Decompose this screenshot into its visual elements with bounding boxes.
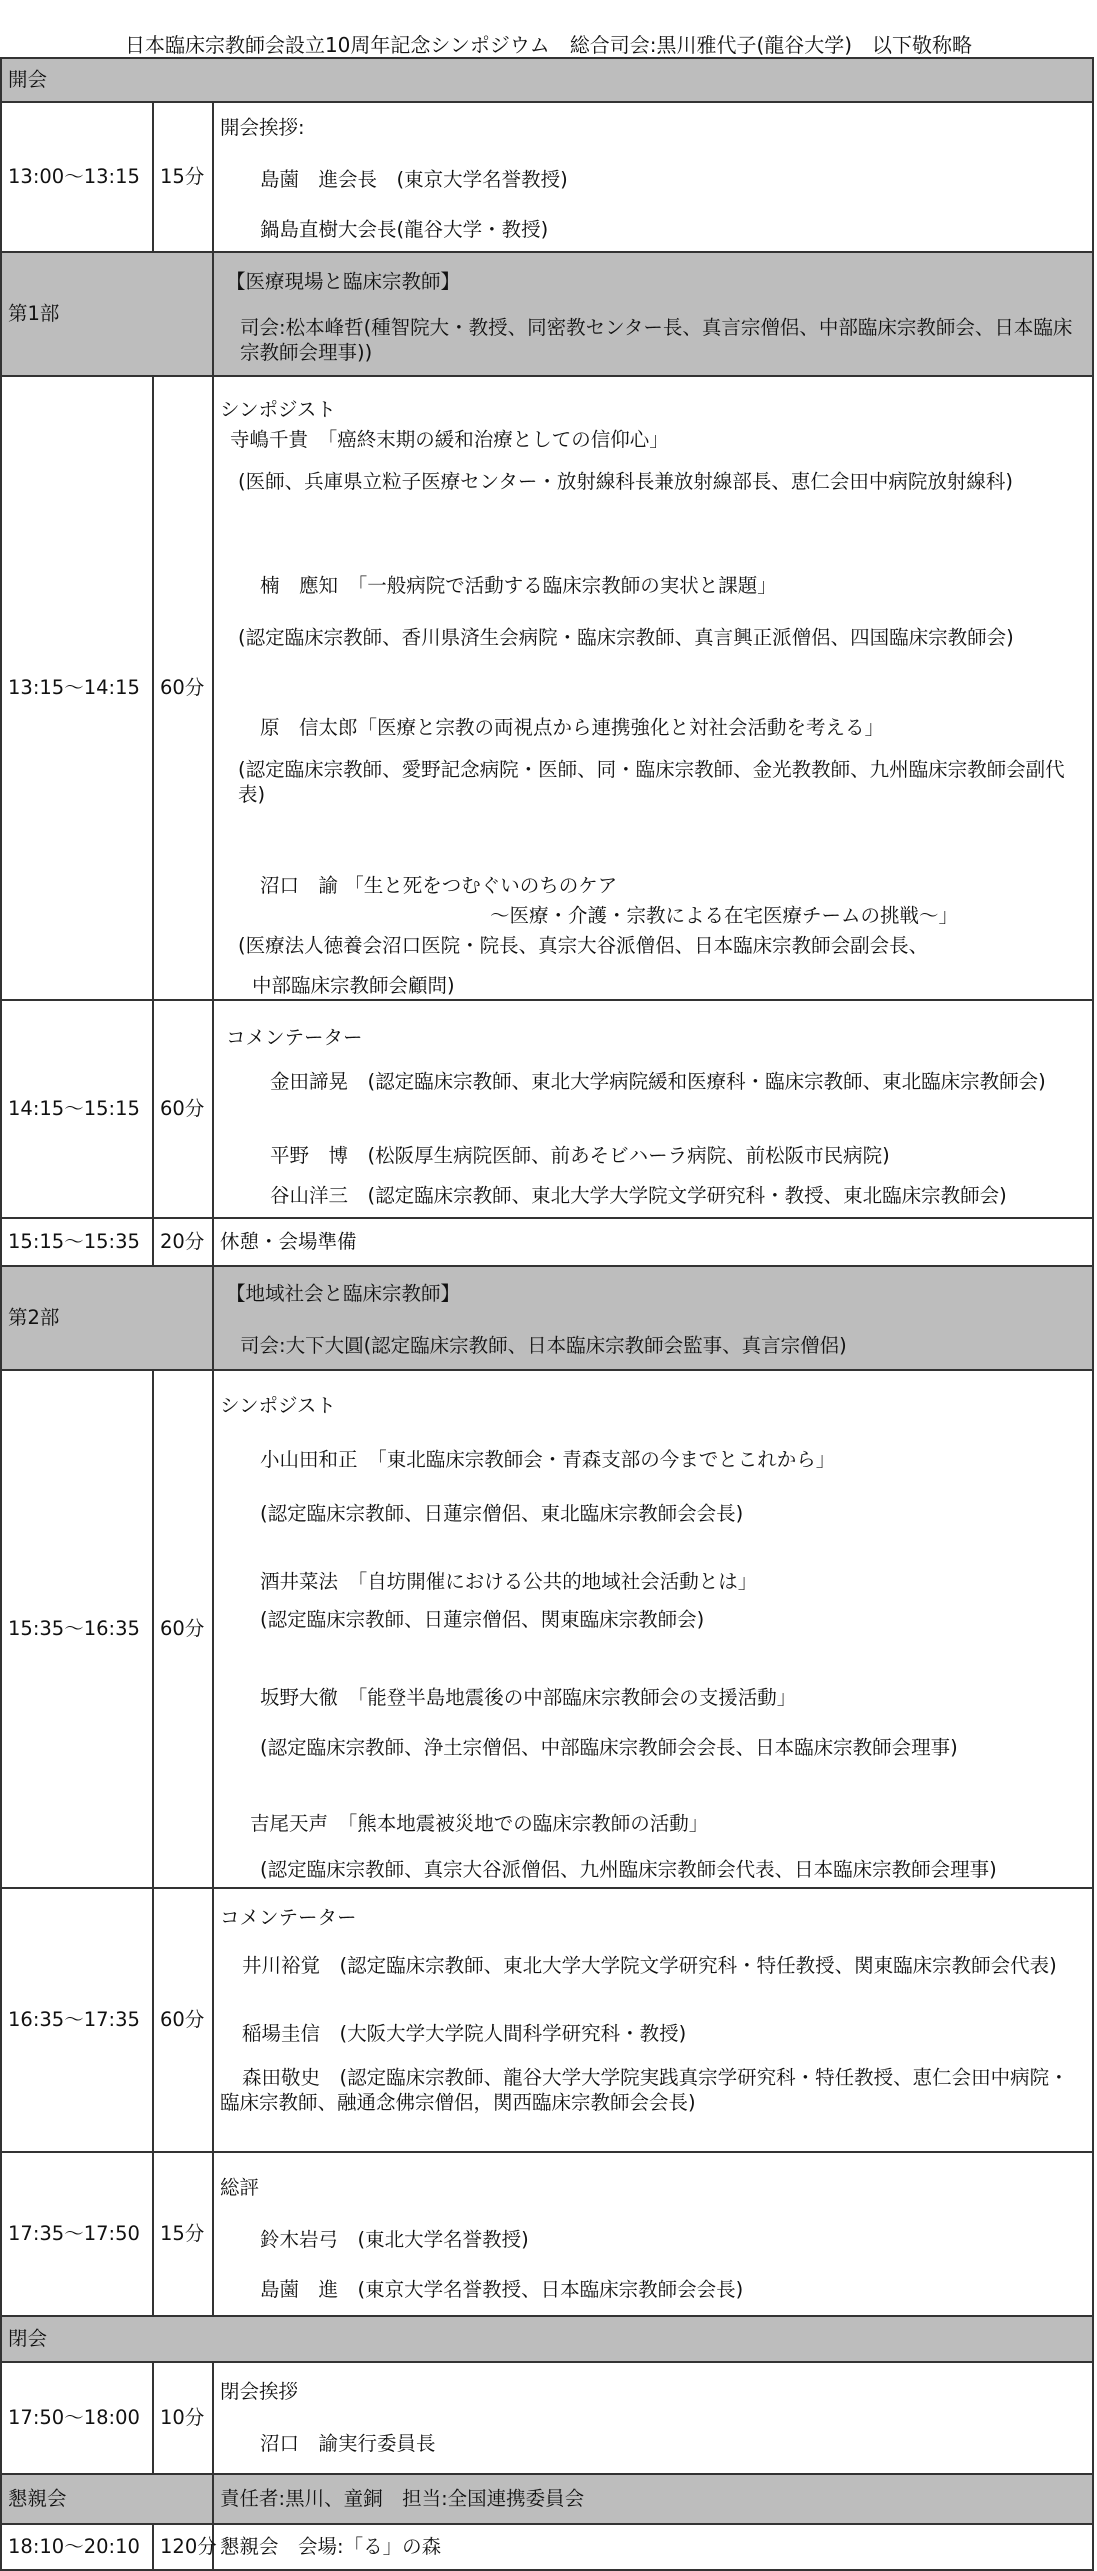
page-title: 日本臨床宗教師会設立10周年記念シンポジウム 総合司会:黒川雅代子(龍谷大学) 以下敬称略 [124,33,973,57]
content-cell [213,2152,1093,2316]
schedule-row-closing-greeting [1,2362,1093,2474]
content-line: 小山田和正 「東北臨床宗教師会・青森支部の今までとこれから」 [260,1448,836,1471]
content-cell [213,1370,1093,1888]
schedule-row-opening-greeting [1,102,1093,252]
schedule-row-commentators-1 [1,1000,1093,1218]
section-part1 [1,252,1093,376]
content-cell: 休憩・会場準備 [213,1218,1093,1266]
schedule-row-review [1,2152,1093,2316]
section-closing [1,2316,1093,2362]
content-cell [213,1000,1093,1218]
content-line: 司会:大下大圓(認定臨床宗教師、日本臨床宗教師会監事、真言宗僧侶) [240,1334,847,1357]
content-heading: 閉会挨拶 [220,2380,299,2403]
duration-cell: 60分 [153,1888,213,2152]
schedule-row-commentators-2 [1,1888,1093,2152]
schedule-table [0,57,1094,2571]
content-heading: 【地域社会と臨床宗教師】 [226,1282,461,1305]
content-line: 井川裕覚 (認定臨床宗教師、東北大学大学院文学研究科・特任教授、関東臨床宗教師会代表) [242,1954,1057,1977]
schedule-row-symposium-1 [1,376,1093,1000]
content-line: 平野 博 (松阪厚生病院医師、前あそビハーラ病院、前松阪市民病院) [270,1144,890,1167]
content-line: 吉尾天声 「熊本地震被災地での臨床宗教師の活動」 [250,1812,709,1835]
section-social [1,2474,1093,2524]
content-heading: コメンテーター [226,1026,363,1049]
section-label: 閉会 [1,2316,1093,2362]
content-heading: シンポジスト [220,398,336,421]
content-line: (医師、兵庫県立粒子医療センター・放射線科長兼放射線部長、恵仁会田中病院放射線科) [238,470,1013,493]
content-line: 谷山洋三 (認定臨床宗教師、東北大学大学院文学研究科・教授、東北臨床宗教師会) [270,1184,1007,1207]
content-line: 沼口 諭 「生と死をつむぐいのちのケア [260,874,618,897]
content-cell [213,2362,1093,2474]
content-line: 坂野大徹 「能登半島地震後の中部臨床宗教師会の支援活動」 [260,1686,797,1709]
content-line: 鈴木岩弓 (東北大学名誉教授) [260,2228,529,2251]
duration-cell: 15分 [153,102,213,252]
duration-cell: 15分 [153,2152,213,2316]
schedule-row-social [1,2524,1093,2570]
content-line: 〜医療・介護・宗教による在宅医療チームの挑戦〜」 [490,904,959,927]
section-label: 開会 [1,58,1093,102]
content-heading: 総評 [220,2176,260,2199]
content-heading: 開会挨拶: [220,116,305,139]
content-line: (認定臨床宗教師、真宗大谷派僧侶、九州臨床宗教師会代表、日本臨床宗教師会理事) [260,1858,997,1881]
content-line: 金田諦晃 (認定臨床宗教師、東北大学病院緩和医療科・臨床宗教師、東北臨床宗教師会) [270,1070,1046,1093]
content-line: 沼口 諭実行委員長 [260,2432,436,2455]
schedule-row-symposium-2 [1,1370,1093,1888]
section-part2 [1,1266,1093,1370]
content-cell [213,376,1093,1000]
duration-cell: 60分 [153,1370,213,1888]
duration-cell: 60分 [153,376,213,1000]
duration-cell: 60分 [153,1000,213,1218]
section-label: 第2部 [1,1266,213,1370]
content-line: 中部臨床宗教師会顧問) [252,974,455,997]
content-line: (認定臨床宗教師、日蓮宗僧侶、関東臨床宗教師会) [260,1608,705,1631]
content-line: 島薗 進 (東京大学名誉教授、日本臨床宗教師会会長) [260,2278,744,2301]
content-line: 司会:松本峰哲(種智院大・教授、同密教センター長、真言宗僧侶、中部臨床宗教師会、日本臨床宗教師会理事)) [240,316,1073,364]
content-cell [213,102,1093,252]
time-cell: 17:35〜17:50 [1,2152,153,2316]
content-line: (認定臨床宗教師、愛野記念病院・医師、同・臨床宗教師、金光教教師、九州臨床宗教師会副代表) [238,758,1065,806]
duration-cell: 20分 [153,1218,213,1266]
content-cell [213,252,1093,376]
content-line: 寺嶋千貴 「癌終末期の緩和治療としての信仰心」 [230,428,669,451]
content-cell [213,1266,1093,1370]
time-cell: 14:15〜15:15 [1,1000,153,1218]
content-line: 原 信太郎「医療と宗教の両視点から連携強化と対社会活動を考える」 [260,716,885,739]
time-cell: 13:15〜14:15 [1,376,153,1000]
time-cell: 15:15〜15:35 [1,1218,153,1266]
time-cell: 17:50〜18:00 [1,2362,153,2474]
content-line: 島薗 進会長 (東京大学名誉教授) [260,168,568,191]
content-line: 稲場圭信 (大阪大学大学院人間科学研究科・教授) [242,2022,687,2045]
schedule-row-break [1,1218,1093,1266]
content-cell: 懇親会 会場:「る」の森 [213,2524,1093,2570]
time-cell: 13:00〜13:15 [1,102,153,252]
content-heading: コメンテーター [220,1906,357,1929]
content-line: 森田敬史 (認定臨床宗教師、龍谷大学大学院実践真宗学研究科・特任教授、恵仁会田中病院・臨床宗教師、融通念佛宗僧侶，関西臨床宗教師会会長) [220,2066,1069,2114]
time-cell: 16:35〜17:35 [1,1888,153,2152]
time-cell: 15:35〜16:35 [1,1370,153,1888]
section-opening [1,58,1093,102]
duration-cell: 10分 [153,2362,213,2474]
content-line: 酒井菜法 「自坊開催における公共的地域社会活動とは」 [260,1570,758,1593]
content-line: 楠 應知 「一般病院で活動する臨床宗教師の実状と課題」 [260,574,777,597]
section-label: 第1部 [1,252,213,376]
content-line: (認定臨床宗教師、香川県済生会病院・臨床宗教師、真言興正派僧侶、四国臨床宗教師会) [238,626,1014,649]
content-line: (認定臨床宗教師、浄土宗僧侶、中部臨床宗教師会会長、日本臨床宗教師会理事) [260,1736,958,1759]
content-cell: 責任者:黒川、童銅 担当:全国連携委員会 [213,2474,1093,2524]
content-cell [213,1888,1093,2152]
section-label: 懇親会 [1,2474,213,2524]
duration-cell: 120分 [153,2524,213,2570]
content-heading: シンポジスト [220,1394,336,1417]
content-line: 鍋島直樹大会長(龍谷大学・教授) [260,218,549,241]
content-line: (認定臨床宗教師、日蓮宗僧侶、東北臨床宗教師会会長) [260,1502,744,1525]
time-cell: 18:10〜20:10 [1,2524,153,2570]
content-heading: 【医療現場と臨床宗教師】 [226,270,461,293]
content-line: (医療法人徳養会沼口医院・院長、真宗大谷派僧侶、日本臨床宗教師会副会長、 [238,934,929,957]
